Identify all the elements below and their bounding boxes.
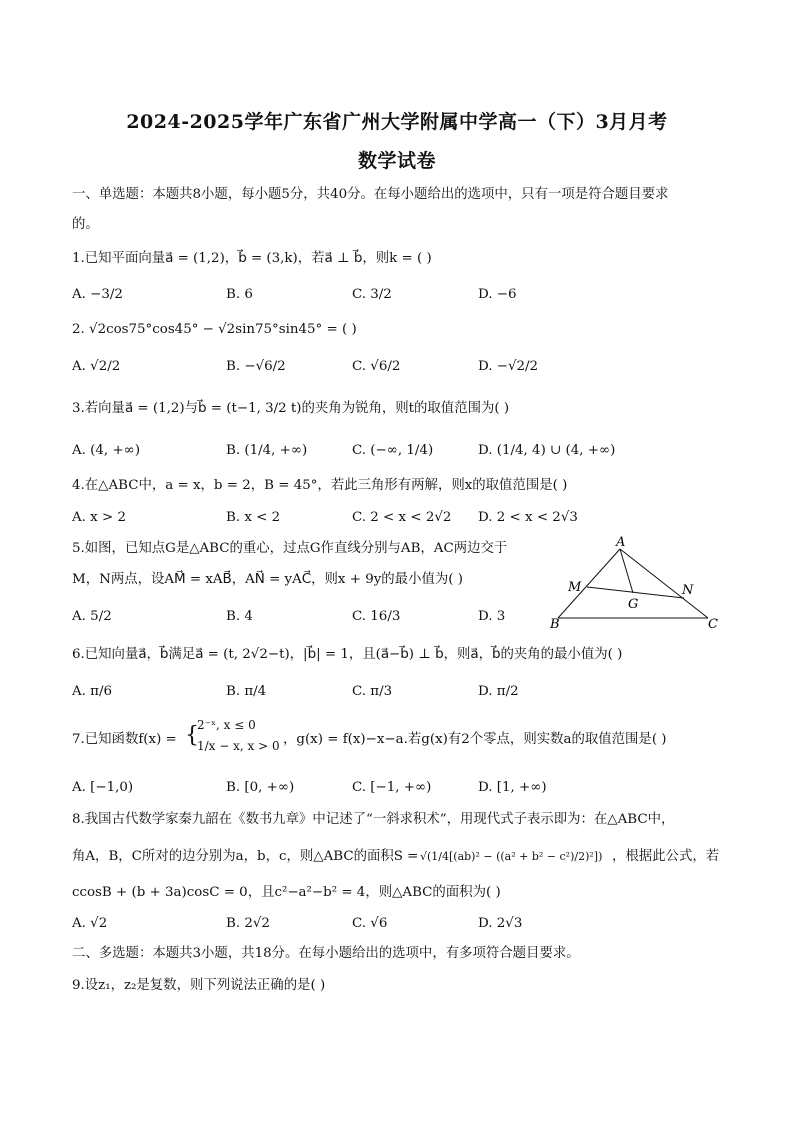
q4-option-c: C. 2 < x < 2√2 — [352, 510, 452, 525]
section-single-heading: 一、单选题：本题共8小题，每小题5分，共40分。在每小题给出的选项中，只有一项是符合题目要求 — [72, 187, 669, 202]
q8-option-a: A. √2 — [72, 916, 108, 931]
question-1-stem: 1.已知平面向量a⃗ = (1,2)，b⃗ = (3,k)，若a⃗ ⊥ b⃗，则k = ( ) — [72, 251, 432, 266]
q8-option-b: B. 2√2 — [226, 916, 270, 931]
label-a: A — [616, 536, 626, 550]
q5-option-c: C. 16/3 — [352, 609, 401, 624]
question-5-stem-cont: M，N两点，设AM⃗ = xAB⃗，AN⃗ = yAC⃗，则x + 9y的最小值为( ) — [72, 572, 463, 587]
q6-option-c: C. π/3 — [352, 684, 393, 699]
q4-option-d: D. 2 < x < 2√3 — [478, 510, 578, 525]
label-c: C — [708, 617, 718, 632]
q4-option-b: B. x < 2 — [226, 510, 281, 525]
q1-option-c: C. 3/2 — [352, 287, 392, 302]
q1-option-a: A. −3/2 — [72, 287, 123, 302]
label-b: B — [550, 617, 560, 632]
q8-option-c: C. √6 — [352, 916, 388, 931]
q5-option-a: A. 5/2 — [72, 609, 112, 624]
q7-option-a: A. [−1,0) — [72, 780, 134, 795]
q2-option-c: C. √6/2 — [352, 359, 401, 374]
q5-option-d: D. 3 — [478, 609, 506, 624]
q7-option-b: B. [0, +∞) — [226, 780, 295, 795]
q2-option-d: D. −√2/2 — [478, 359, 539, 374]
question-4-stem: 4.在△ABC中，a = x，b = 2，B = 45°，若此三角形有两解，则x的取值范围是( ) — [72, 478, 568, 493]
question-7-prefix: 7.已知函数f(x) = — [72, 732, 177, 747]
section-single-heading-cont: 的。 — [72, 217, 99, 232]
q7-brace: { — [185, 723, 199, 748]
q5-option-b: B. 4 — [226, 609, 253, 624]
question-6-stem: 6.已知向量a⃗，b⃗满足a⃗ = (t, 2√2−t)，|b⃗| = 1，且(a⃗−b⃗) ⊥ b⃗，则a⃗，b⃗的夹角的最小值为( ) — [72, 647, 623, 662]
label-m: M — [568, 580, 582, 595]
question-7-suffix: ，g(x) = f(x)−x−a.若g(x)有2个零点，则实数a的取值范围是( ) — [283, 732, 667, 747]
q3-option-a: A. (4, +∞) — [72, 443, 141, 458]
exam-subtitle: 数学试卷 — [357, 150, 436, 172]
q7-option-d: D. [1, +∞) — [478, 780, 547, 795]
question-8-stem-cont-a: 角A，B，C所对的边分别为a，b，c，则△ABC的面积S = — [72, 849, 419, 864]
q4-option-a: A. x > 2 — [72, 510, 126, 525]
q6-option-b: B. π/4 — [226, 684, 267, 699]
question-2-stem: 2. √2cos75°cos45° − √2sin75°sin45° = ( ) — [72, 322, 357, 337]
q7-case-2: 1/x − x, x > 0 — [197, 739, 280, 753]
label-g: G — [628, 597, 639, 612]
q6-option-a: A. π/6 — [72, 684, 113, 699]
question-9-stem: 9.设z₁，z₂是复数，则下列说法正确的是( ) — [72, 978, 326, 993]
q8-option-d: D. 2√3 — [478, 916, 523, 931]
q2-option-a: A. √2/2 — [72, 359, 121, 374]
q7-case-1: 2⁻ˣ, x ≤ 0 — [197, 718, 256, 732]
q2-option-b: B. −√6/2 — [226, 359, 286, 374]
label-n: N — [682, 583, 694, 598]
q7-option-c: C. [−1, +∞) — [352, 780, 432, 795]
median-ag — [620, 549, 633, 593]
triangle-figure — [548, 536, 728, 636]
q3-option-b: B. (1/4, +∞) — [226, 443, 308, 458]
q3-option-d: D. (1/4, 4) ∪ (4, +∞) — [478, 443, 616, 458]
section-multi-heading: 二、多选题：本题共3小题，共18分。在每小题给出的选项中，有多项符合题目要求。 — [72, 946, 580, 961]
q8-area-formula: √(1/4[(ab)² − ((a² + b² − c²)/2)²]) — [420, 850, 603, 863]
q3-option-c: C. (−∞, 1/4) — [352, 443, 434, 458]
question-8-stem-cont-2: ccosB + (b + 3a)cosC = 0，且c²−a²−b² = 4，则△ABC的面积为( ) — [72, 885, 501, 900]
question-3-stem: 3.若向量a⃗ = (1,2)与b⃗ = (t−1, 3/2 t)的夹角为锐角，则t的取值范围为( ) — [72, 401, 510, 416]
q1-option-d: D. −6 — [478, 287, 517, 302]
question-8-stem-cont-b: ，根据此公式，若 — [612, 849, 720, 864]
q6-option-d: D. π/2 — [478, 684, 519, 699]
exam-title: 2024-2025学年广东省广州大学附属中学高一（下）3月月考 — [126, 111, 668, 133]
question-8-stem: 8.我国古代数学家秦九韶在《数书九章》中记述了“一斜求积术”，用现代式子表示即为：在△ABC中， — [72, 812, 675, 827]
question-5-stem: 5.如图，已知点G是△ABC的重心，过点G作直线分别与AB，AC两边交于 — [72, 541, 508, 556]
q1-option-b: B. 6 — [226, 287, 253, 302]
